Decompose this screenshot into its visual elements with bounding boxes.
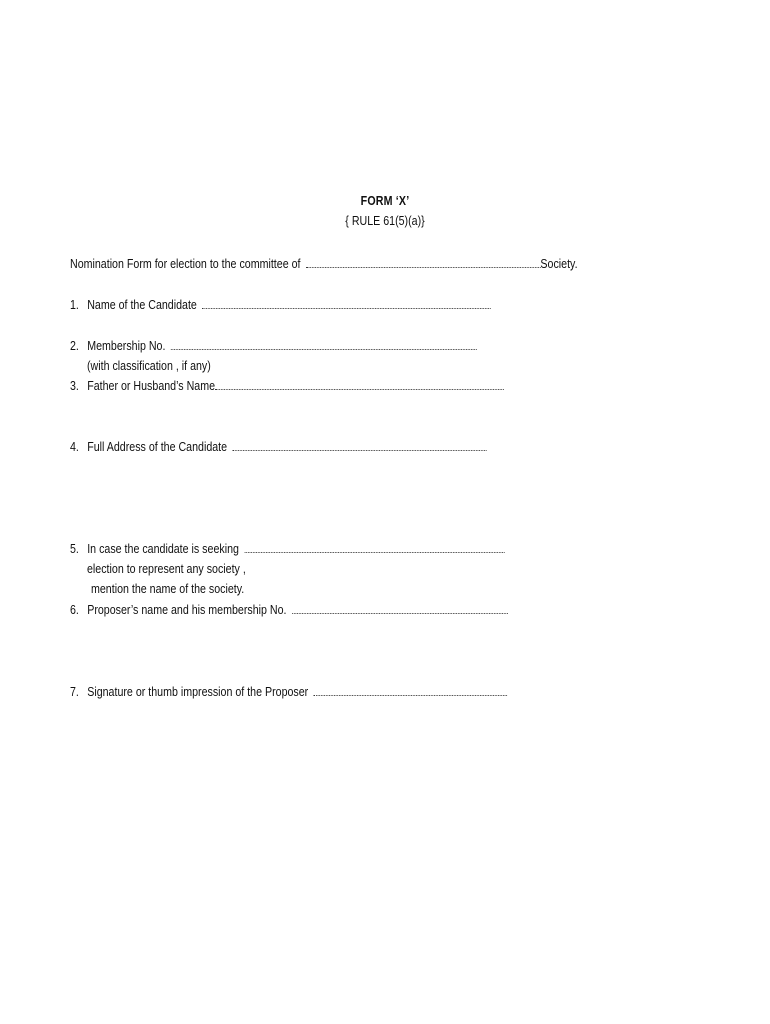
candidate-name-field[interactable] (202, 298, 491, 309)
item-label: Father or Husband’s Name (87, 378, 216, 393)
item-number: 4. (70, 439, 79, 454)
item-5-sub1: election to represent any society , (87, 561, 246, 576)
item-label: Name of the Candidate (87, 297, 197, 312)
form-title: FORM ‘X’ (360, 193, 410, 208)
item-label: Membership No. (87, 338, 166, 353)
item-2 (70, 338, 477, 354)
intro-suffix: Society. (540, 256, 578, 271)
item-number: 1. (70, 297, 79, 312)
committee-name-field[interactable] (306, 257, 541, 268)
item-number: 6. (70, 602, 79, 617)
item-1 (70, 297, 491, 313)
item-5 (70, 541, 504, 557)
item-2-sub: (with classification , if any) (87, 358, 211, 373)
item-7 (70, 684, 507, 700)
item-number: 3. (70, 378, 79, 393)
father-husband-name-field[interactable] (215, 379, 504, 390)
item-number: 2. (70, 338, 79, 353)
intro-line (70, 256, 578, 272)
item-label: Proposer’s name and his membership No. (87, 602, 287, 617)
intro-prefix: Nomination Form for election to the committee of (70, 256, 301, 271)
item-label: Full Address of the Candidate (87, 439, 228, 454)
proposer-signature-field[interactable] (314, 685, 508, 696)
item-number: 5. (70, 541, 79, 556)
item-label: Signature or thumb impression of the Proposer (87, 684, 309, 699)
item-4 (70, 439, 487, 455)
item-5-sub2: mention the name of the society. (91, 581, 245, 596)
form-rule: { RULE 61(5)(a)} (345, 213, 425, 228)
membership-no-field[interactable] (171, 339, 477, 350)
item-6 (70, 602, 508, 618)
item-number: 7. (70, 684, 79, 699)
proposer-name-field[interactable] (292, 603, 508, 614)
item-3 (70, 378, 504, 394)
society-represented-field[interactable] (244, 542, 504, 553)
item-label: In case the candidate is seeking (87, 541, 239, 556)
candidate-address-field[interactable] (233, 440, 487, 451)
